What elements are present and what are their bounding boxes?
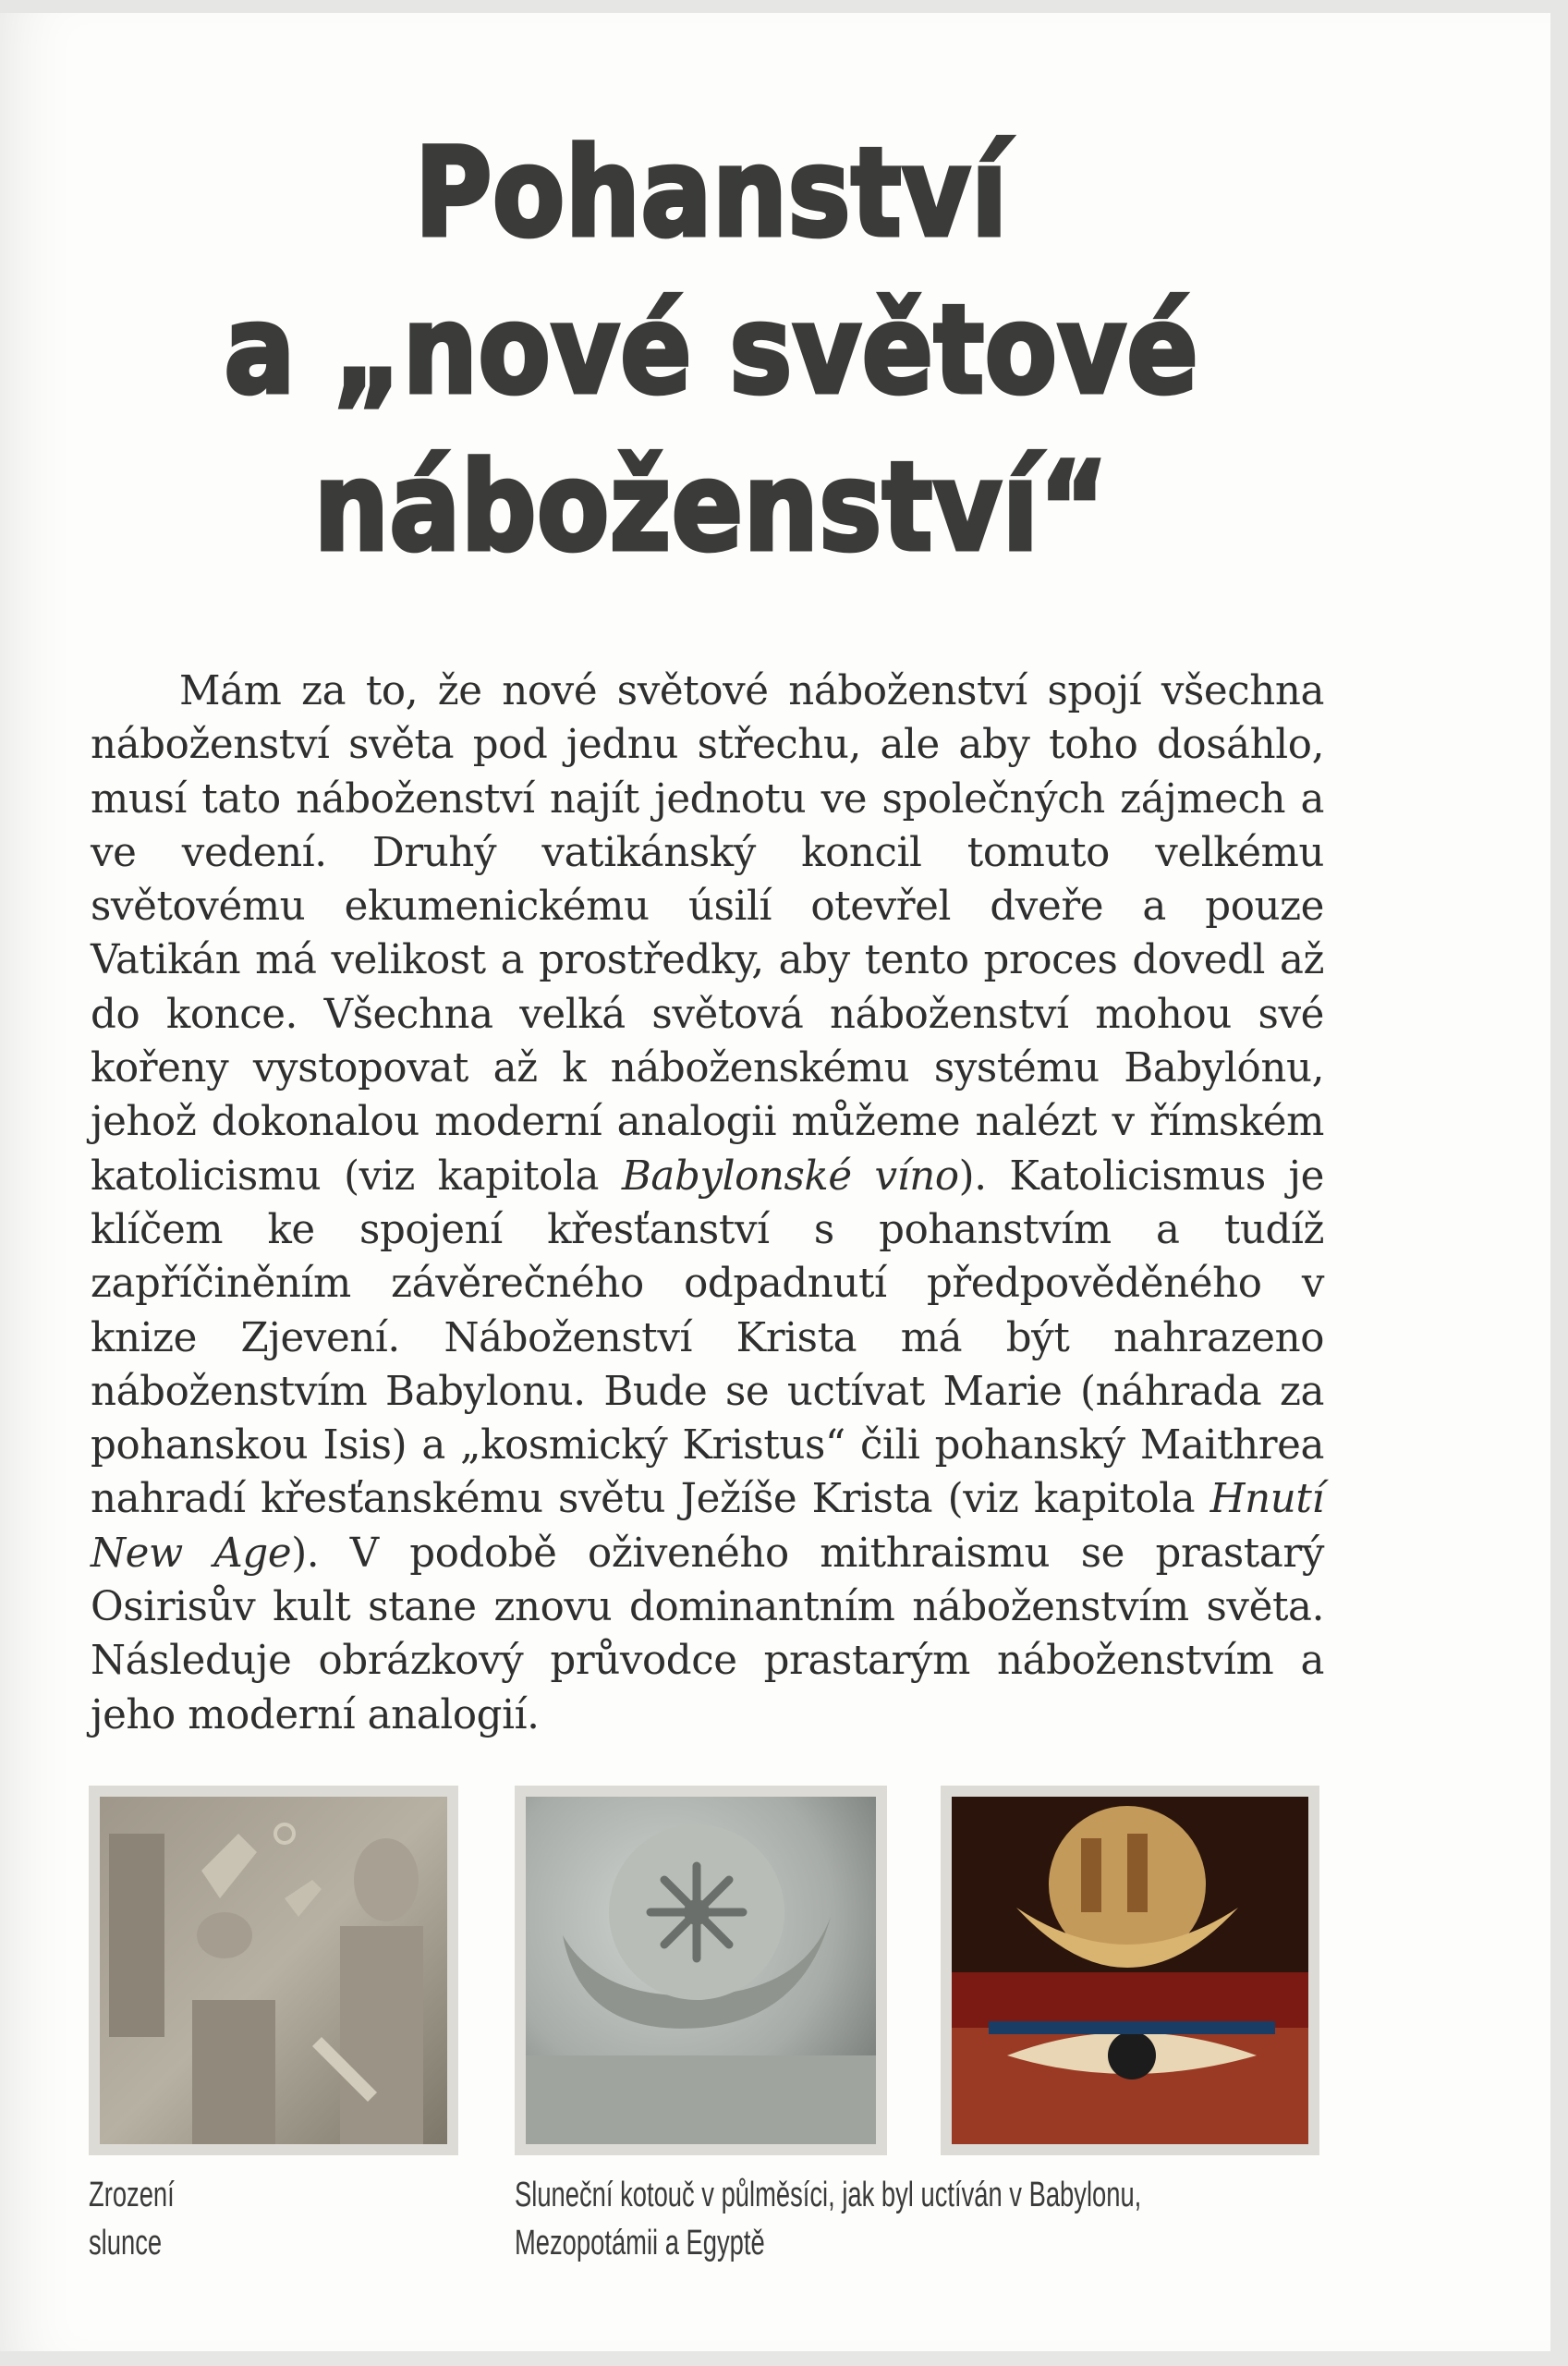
caption-2-line-2: Mezopotámii a Egyptě [515, 2224, 765, 2262]
caption-1-line-2: slunce [89, 2224, 163, 2262]
caption-2-line-1: Sluneční kotouč v půlměsíci, jak byl uctíván v Babylonu, [515, 2176, 1142, 2214]
figure-caption-1 [89, 2171, 209, 2267]
caption-1-line-1: Zrození [89, 2176, 175, 2214]
relief-photo [89, 1786, 458, 2155]
chapter-reference-hnuti-new-age: Hnutí New Age [91, 1476, 1324, 1577]
title-line-3: náboženství“ [313, 436, 1110, 579]
title-line-2: a „nové světové [224, 279, 1199, 421]
body-paragraph [91, 665, 1324, 1742]
chapter-reference-babylonske-vino: Babylonské víno [621, 1153, 959, 1200]
body-text-part-3: ). V podobě oživeného mithraismu se prastarý Osirisův kult stane znovu dominantním náboženstvím světa. Následuje obrázkový průvodce prastarým náboženstvím a jeho moderní analogií. [91, 1530, 1324, 1738]
body-text-part-2: ). Katolicismus je klíčem ke spojení křesťanství s pohanstvím a tudíž zapříčiněním závěrečného odpadnutí předpověděného v knize Zjevení. Náboženství Krista má být nahrazeno náboženstvím Babylonu. Bude se uctívat Marie (náhrada za pohanskou Isis) a „kosmický Kristus“ čili pohanský Maithrea nahradí křesťanskému světu Ježíše Krista (viz kapitola [91, 1153, 1324, 1523]
book-page [0, 13, 1550, 2351]
body-text-part-1: Mám za to, že nové světové náboženství spojí všechna náboženství světa pod jednu střechu, ale aby toho dosáhlo, musí tato náboženství najít jednotu ve společných zájmech a ve vedení. Druhý vatikánský koncil tomuto velkému světovému ekumenickému úsilí otevřel dveře a pouze Vatikán má velikost a prostředky, aby tento proces dovedl až do konce. Všechna velká světová náboženství mohou své kořeny vystopovat až k náboženskému systému Babylónu, jehož dokonalou moderní analogii můžeme nalézt v římském katolicismu (viz kapitola [91, 668, 1324, 1200]
chapter-title [100, 115, 1323, 586]
figure-caption-2 [515, 2171, 1313, 2267]
sun-disk-photo [515, 1786, 887, 2155]
egyptian-eye-photo [941, 1786, 1319, 2155]
title-line-1: Pohanství [415, 122, 1008, 264]
